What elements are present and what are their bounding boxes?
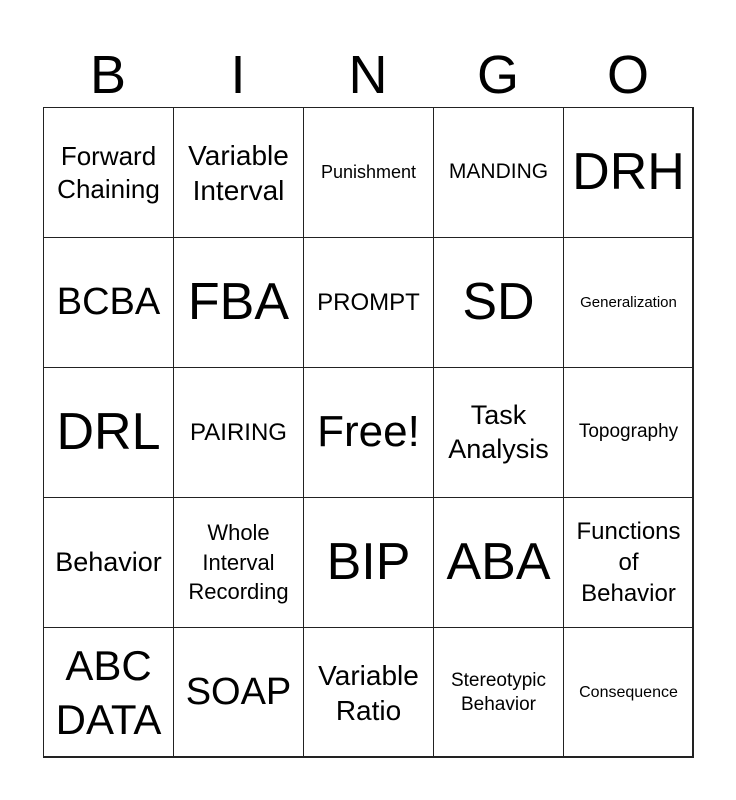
cell-label: Task Analysis bbox=[448, 399, 549, 464]
header-letter-g: G bbox=[476, 45, 519, 105]
bingo-cell[interactable] bbox=[433, 107, 564, 238]
cell-label: Generalization bbox=[580, 293, 677, 311]
cell-label: Consequence bbox=[579, 683, 678, 701]
free-space-label: Free! bbox=[317, 407, 420, 457]
bingo-cell[interactable] bbox=[173, 497, 304, 628]
cell-label: Topography bbox=[578, 421, 679, 443]
cell-label: BCBA bbox=[56, 280, 161, 323]
bingo-cell[interactable] bbox=[563, 367, 694, 498]
bingo-cell[interactable] bbox=[173, 107, 304, 238]
bingo-cell[interactable] bbox=[303, 497, 434, 628]
cell-label: SD bbox=[462, 272, 535, 331]
cell-label: Variable Ratio bbox=[318, 659, 419, 726]
header-letter-i: I bbox=[230, 45, 246, 105]
bingo-cell[interactable] bbox=[43, 627, 174, 758]
cell-label: BIP bbox=[326, 532, 411, 591]
cell-label: PROMPT bbox=[317, 288, 420, 316]
bingo-cell[interactable] bbox=[433, 367, 564, 498]
bingo-cell[interactable] bbox=[303, 237, 434, 368]
bingo-board bbox=[43, 107, 693, 757]
bingo-cell[interactable] bbox=[43, 497, 174, 628]
cell-label: DRH bbox=[572, 142, 685, 201]
bingo-cell[interactable] bbox=[433, 497, 564, 628]
header-letter-n: N bbox=[348, 45, 388, 105]
bingo-cell[interactable] bbox=[563, 107, 694, 238]
cell-label: Forward Chaining bbox=[57, 141, 160, 204]
bingo-cell[interactable] bbox=[433, 627, 564, 758]
bingo-header bbox=[43, 44, 693, 106]
bingo-cell[interactable] bbox=[433, 237, 564, 368]
cell-label: ABC DATA bbox=[55, 641, 162, 743]
cell-label: MANDING bbox=[448, 160, 549, 184]
header-letter-b: B bbox=[89, 45, 127, 105]
bingo-cell[interactable] bbox=[563, 627, 694, 758]
bingo-cell[interactable] bbox=[303, 107, 434, 238]
bingo-cell[interactable] bbox=[563, 237, 694, 368]
bingo-cell[interactable] bbox=[303, 627, 434, 758]
bingo-cell[interactable] bbox=[173, 627, 304, 758]
cell-label: FBA bbox=[187, 272, 290, 331]
bingo-cell[interactable] bbox=[43, 367, 174, 498]
header-letter-o: O bbox=[606, 45, 649, 105]
cell-label: Whole Interval Recording bbox=[188, 519, 289, 605]
cell-label: Functions of Behavior bbox=[576, 517, 681, 608]
bingo-cell[interactable] bbox=[173, 367, 304, 498]
cell-label: Variable Interval bbox=[188, 139, 289, 206]
cell-label: SOAP bbox=[185, 670, 292, 713]
cell-label: PAIRING bbox=[190, 418, 287, 446]
free-space-cell[interactable] bbox=[303, 367, 434, 498]
bingo-cell[interactable] bbox=[173, 237, 304, 368]
cell-label: ABA bbox=[446, 532, 551, 591]
cell-label: Behavior bbox=[55, 546, 162, 577]
bingo-cell[interactable] bbox=[563, 497, 694, 628]
bingo-cell[interactable] bbox=[43, 237, 174, 368]
cell-label: Punishment bbox=[320, 161, 417, 182]
cell-label: DRL bbox=[56, 402, 161, 461]
bingo-cell[interactable] bbox=[43, 107, 174, 238]
cell-label: Stereotypic Behavior bbox=[450, 669, 547, 715]
